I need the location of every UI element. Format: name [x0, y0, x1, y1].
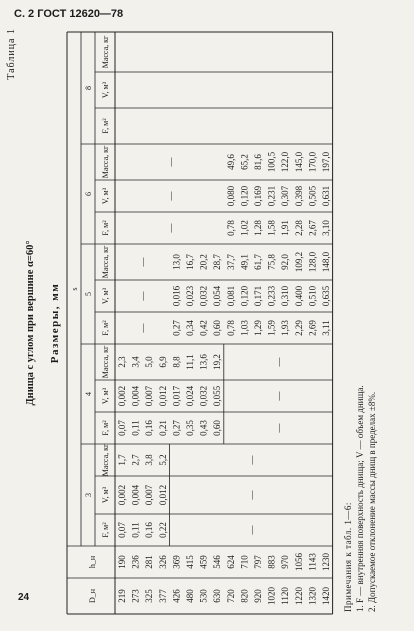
table-cell: 0,080 — [225, 185, 236, 207]
table-cell: 81,6 — [253, 154, 263, 170]
table-cell: 0,21 — [157, 420, 168, 436]
empty-dash: — — [138, 291, 149, 301]
cell-hn: 624 — [225, 555, 236, 569]
table-cell: 0,27 — [171, 420, 182, 436]
cell-dn: 1320 — [307, 587, 318, 605]
table-cell: 5,2 — [157, 454, 168, 466]
table-cell: 13,0 — [171, 254, 182, 270]
cell-hn: 415 — [185, 555, 195, 569]
header-hn: h_н — [88, 555, 97, 569]
rotated-page-content — [3, 28, 403, 618]
header-area: F, м² — [101, 320, 110, 336]
header-volume: V, м³ — [101, 287, 110, 305]
header-thickness-3: 3 — [84, 493, 93, 497]
cell-hn: 1143 — [307, 553, 318, 571]
table-cell: 0,635 — [321, 285, 331, 307]
header-dn: D_н — [88, 588, 97, 604]
cell-dn: 273 — [130, 589, 141, 603]
empty-dash: — — [274, 391, 285, 401]
empty-dash: — — [274, 423, 285, 433]
table-cell: 3,11 — [321, 320, 331, 336]
table-cell: 3,4 — [130, 356, 141, 368]
cell-dn: 530 — [198, 589, 209, 603]
table-cell: 0,233 — [266, 285, 277, 307]
table-cell: 0,398 — [293, 185, 304, 207]
table-cell: 0,400 — [293, 285, 304, 307]
table-cell: 0,11 — [130, 420, 141, 436]
table-cell: 0,169 — [253, 185, 263, 207]
table-cell: 0,78 — [225, 320, 236, 336]
cell-hn: 236 — [130, 555, 141, 569]
table-cell: 1,59 — [266, 320, 277, 336]
cell-dn: 219 — [117, 589, 127, 603]
page-header — [14, 8, 134, 28]
table-cell: 37,7 — [225, 254, 236, 270]
table-cell: 1,58 — [266, 220, 277, 236]
cell-dn: 325 — [144, 589, 155, 603]
table-cell: 2,7 — [130, 454, 141, 466]
table-cell: 0,34 — [185, 320, 195, 336]
header-thickness-4: 4 — [84, 392, 93, 396]
table-cell: 61,7 — [253, 254, 263, 270]
header-mass: Масса, кг — [101, 145, 110, 179]
empty-dash: — — [274, 357, 285, 367]
table-cell: 49,6 — [225, 154, 236, 170]
cell-hn: 710 — [239, 555, 250, 569]
table-cell: 0,012 — [157, 385, 168, 407]
empty-dash: — — [247, 490, 257, 500]
table-cell: 5,0 — [144, 356, 155, 368]
table-cell: 0,307 — [280, 185, 291, 207]
table-cell: 0,11 — [130, 522, 141, 538]
table-cell: 0,054 — [212, 285, 223, 307]
standard-number: ГОСТ 12620—78 — [37, 8, 124, 20]
cell-hn: 1056 — [293, 553, 304, 571]
header-mass: Масса, кг — [101, 345, 110, 379]
table-cell: 6,9 — [157, 356, 168, 368]
empty-dash: — — [138, 323, 149, 333]
table-cell: 75,8 — [266, 254, 277, 270]
table-cell: 0,310 — [280, 285, 291, 307]
table-cell: 0,016 — [171, 285, 182, 307]
cell-dn: 1420 — [321, 587, 331, 605]
cell-dn: 630 — [212, 589, 223, 603]
table-cell: 1,03 — [239, 320, 250, 336]
table-cell: 0,27 — [171, 320, 182, 336]
table-subtitle: Размеры, мм — [49, 282, 61, 364]
cell-hn: 883 — [266, 555, 277, 569]
table-cell: 92,0 — [280, 254, 291, 270]
header-area: F, м² — [101, 118, 110, 134]
table-cell: 0,004 — [130, 385, 141, 407]
empty-dash: — — [165, 223, 176, 233]
table-cell: 0,017 — [171, 385, 182, 407]
table-cell: 148,0 — [321, 251, 331, 273]
table-cell: 128,0 — [307, 251, 318, 273]
cell-hn: 546 — [212, 555, 223, 569]
empty-dash: — — [138, 257, 149, 267]
table-cell: 0,16 — [144, 420, 155, 436]
table-cell: 0,505 — [307, 185, 318, 207]
table-cell: 0,22 — [157, 522, 168, 538]
table-cell: 0,012 — [157, 484, 168, 506]
table-cell: 0,60 — [212, 420, 223, 436]
header-volume: V, м³ — [101, 387, 110, 405]
table-cell: 65,2 — [239, 154, 250, 170]
table-cell: 0,024 — [185, 385, 195, 407]
table-cell: 0,510 — [307, 285, 318, 307]
table-cell: 3,8 — [144, 454, 155, 466]
cell-hn: 797 — [253, 555, 263, 569]
cell-dn: 480 — [185, 589, 195, 603]
header-volume: V, м³ — [101, 486, 110, 504]
header-thickness-5: 5 — [84, 292, 93, 296]
empty-dash: — — [247, 455, 257, 465]
notes-title: Примечания к табл. 1—6: — [343, 502, 353, 612]
table-cell: 1,7 — [117, 454, 127, 466]
cell-dn: 426 — [171, 589, 182, 603]
table-cell: 0,631 — [321, 185, 331, 207]
table-cell: 0,007 — [144, 484, 155, 506]
table-cell: 0,07 — [117, 522, 127, 538]
cell-dn: 1020 — [266, 587, 277, 605]
table-cell: 0,60 — [212, 320, 223, 336]
header-thickness-6: 6 — [84, 192, 93, 196]
table-cell: 1,29 — [253, 320, 263, 336]
table-cell: 0,007 — [144, 385, 155, 407]
table-cell: 3,10 — [321, 220, 331, 236]
table-cell: 0,171 — [253, 285, 263, 307]
table-cell: 0,032 — [198, 385, 209, 407]
table-cell: 2,29 — [293, 320, 304, 336]
header-thickness-8: 8 — [84, 86, 93, 90]
table-cell: 13,6 — [198, 354, 209, 370]
table-cell: 0,231 — [266, 185, 277, 207]
cell-dn: 1220 — [293, 587, 304, 605]
header-mass: Масса, кг — [101, 245, 110, 279]
table-cell: 197,0 — [321, 151, 331, 173]
table-label: Таблица 1 — [6, 28, 17, 80]
table-cell: 1,91 — [280, 220, 291, 236]
table-cell: 0,004 — [130, 484, 141, 506]
table-cell: 28,7 — [212, 254, 223, 270]
table-cell: 0,002 — [117, 385, 127, 407]
table-cell: 1,02 — [239, 220, 250, 236]
cell-hn: 326 — [157, 555, 168, 569]
cell-hn: 281 — [144, 555, 155, 569]
table-cell: 20,2 — [198, 254, 209, 270]
cell-dn: 1120 — [280, 587, 291, 605]
empty-dash: — — [247, 525, 257, 535]
cell-hn: 190 — [117, 555, 127, 569]
table-cell: 100,5 — [266, 151, 277, 173]
table-cell: 8,8 — [171, 356, 182, 368]
header-volume: V, м³ — [101, 187, 110, 205]
cell-dn: 377 — [157, 589, 168, 603]
note-2: 2. Допускаемое отклонение массы днищ в пределах ±8%. — [367, 391, 377, 612]
table-cell: 0,002 — [117, 484, 127, 506]
table-cell: 2,3 — [117, 356, 127, 368]
table-cell: 0,16 — [144, 522, 155, 538]
table-cell: 0,78 — [225, 220, 236, 236]
table-cell: 0,120 — [239, 285, 250, 307]
table-cell: 0,120 — [239, 185, 250, 207]
table-cell: 0,07 — [117, 420, 127, 436]
header-volume: V, м³ — [101, 81, 110, 99]
table-cell: 1,28 — [253, 220, 263, 236]
table-cell: 49,1 — [239, 254, 250, 270]
table-cell: 0,43 — [198, 420, 209, 436]
page-number: 24 — [18, 592, 30, 603]
table-cell: 0,055 — [212, 385, 223, 407]
table-cell: 109,2 — [293, 251, 304, 273]
table-cell: 16,7 — [185, 254, 195, 270]
table-cell: 0,081 — [225, 285, 236, 307]
table-cell: 145,0 — [293, 151, 304, 173]
cell-dn: 920 — [253, 589, 263, 603]
table-cell: 170,0 — [307, 151, 318, 173]
header-area: F, м² — [101, 522, 110, 538]
table-cell: 0,023 — [185, 285, 195, 307]
cell-hn: 369 — [171, 555, 182, 569]
table-cell: 0,35 — [185, 420, 195, 436]
table-caption: Днища с углом при вершине α=60° — [25, 240, 36, 406]
page-label: С. 2 — [14, 8, 35, 20]
empty-dash: — — [165, 191, 176, 201]
table-cell: 2,67 — [307, 220, 318, 236]
header-s: s — [70, 287, 79, 291]
header-mass: Масса, кг — [101, 443, 110, 477]
table-cell: 11,1 — [185, 354, 195, 370]
cell-hn: 1230 — [321, 553, 331, 571]
empty-dash: — — [165, 157, 176, 167]
table-cell: 2,28 — [293, 220, 304, 236]
cell-dn: 720 — [225, 589, 236, 603]
cell-dn: 820 — [239, 589, 250, 603]
header-mass: Масса, кг — [101, 35, 110, 69]
table-cell: 0,032 — [198, 285, 209, 307]
header-area: F, м² — [101, 220, 110, 236]
table-cell: 2,69 — [307, 320, 318, 336]
table-cell: 0,42 — [198, 320, 209, 336]
header-area: F, м² — [101, 420, 110, 436]
table-cell: 1,93 — [280, 320, 291, 336]
cell-hn: 459 — [198, 555, 209, 569]
table-cell: 19,2 — [212, 354, 223, 370]
note-1: 1. F — внутренняя поверхность днища; V — объем днища. — [355, 385, 365, 612]
cell-hn: 970 — [280, 555, 291, 569]
table-cell: 122,0 — [280, 151, 291, 173]
